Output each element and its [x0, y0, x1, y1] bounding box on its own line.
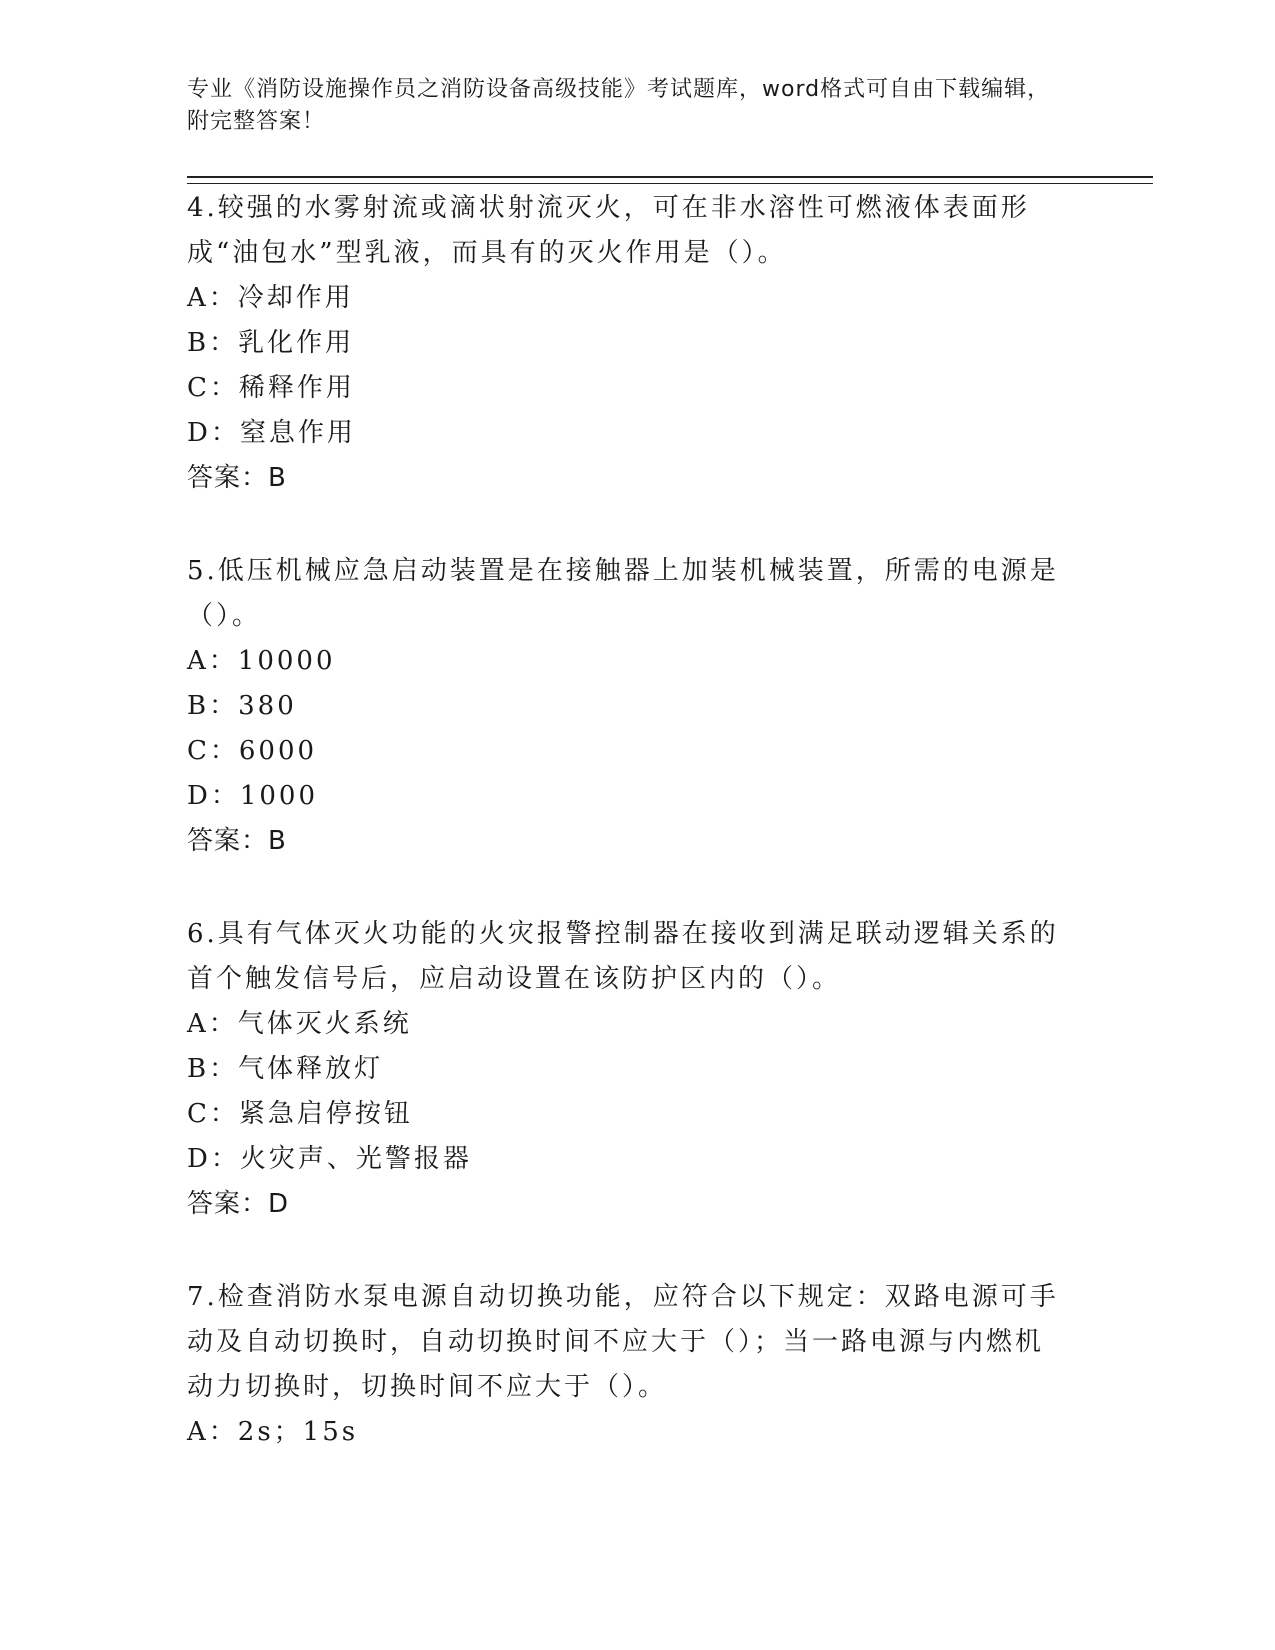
option-d: D：1000 — [187, 781, 319, 811]
question-6 — [187, 912, 1067, 1227]
option-b: B：380 — [187, 691, 297, 721]
question-5 — [187, 549, 1067, 864]
header-note: 专业《消防设施操作员之消防设备高级技能》考试题库，word格式可自由下载编辑，附完整答案！ — [187, 77, 1051, 134]
answer: 答案：D — [187, 1189, 290, 1219]
option-a: A：冷却作用 — [187, 283, 354, 313]
question-stem: 6.具有气体灭火功能的火灾报警控制器在接收到满足联动逻辑关系的首个触发信号后，应启动设置在该防护区内的（）。 — [187, 919, 1059, 994]
option-d: D：窒息作用 — [187, 418, 356, 448]
option-b: B：气体释放灯 — [187, 1054, 384, 1084]
option-c: C：稀释作用 — [187, 373, 355, 403]
option-b: B：乳化作用 — [187, 328, 355, 358]
option-c: C：紧急启停按钮 — [187, 1099, 413, 1129]
option-a: A：10000 — [187, 646, 336, 676]
question-stem: 4.较强的水雾射流或滴状射流灭火，可在非水溶性可燃液体表面形成“油包水”型乳液，而具有的灭火作用是（）。 — [187, 193, 1030, 268]
answer: 答案：B — [187, 826, 287, 856]
option-d: D：火灾声、光警报器 — [187, 1144, 472, 1174]
answer: 答案：B — [187, 463, 287, 493]
question-7 — [187, 1275, 1067, 1455]
question-4 — [187, 186, 1067, 501]
option-c: C：6000 — [187, 736, 318, 766]
option-a: A：气体灭火系统 — [187, 1009, 412, 1039]
option-a: A：2s；15s — [187, 1417, 359, 1447]
question-stem: 5.低压机械应急启动装置是在接触器上加装机械装置，所需的电源是（）。 — [187, 556, 1059, 631]
header-rule — [187, 176, 1153, 178]
question-stem: 7.检查消防水泵电源自动切换功能，应符合以下规定：双路电源可手动及自动切换时，自动切换时间不应大于（）；当一路电源与内燃机动力切换时，切换时间不应大于（）。 — [187, 1282, 1059, 1402]
header-rule-thin — [187, 183, 1153, 184]
